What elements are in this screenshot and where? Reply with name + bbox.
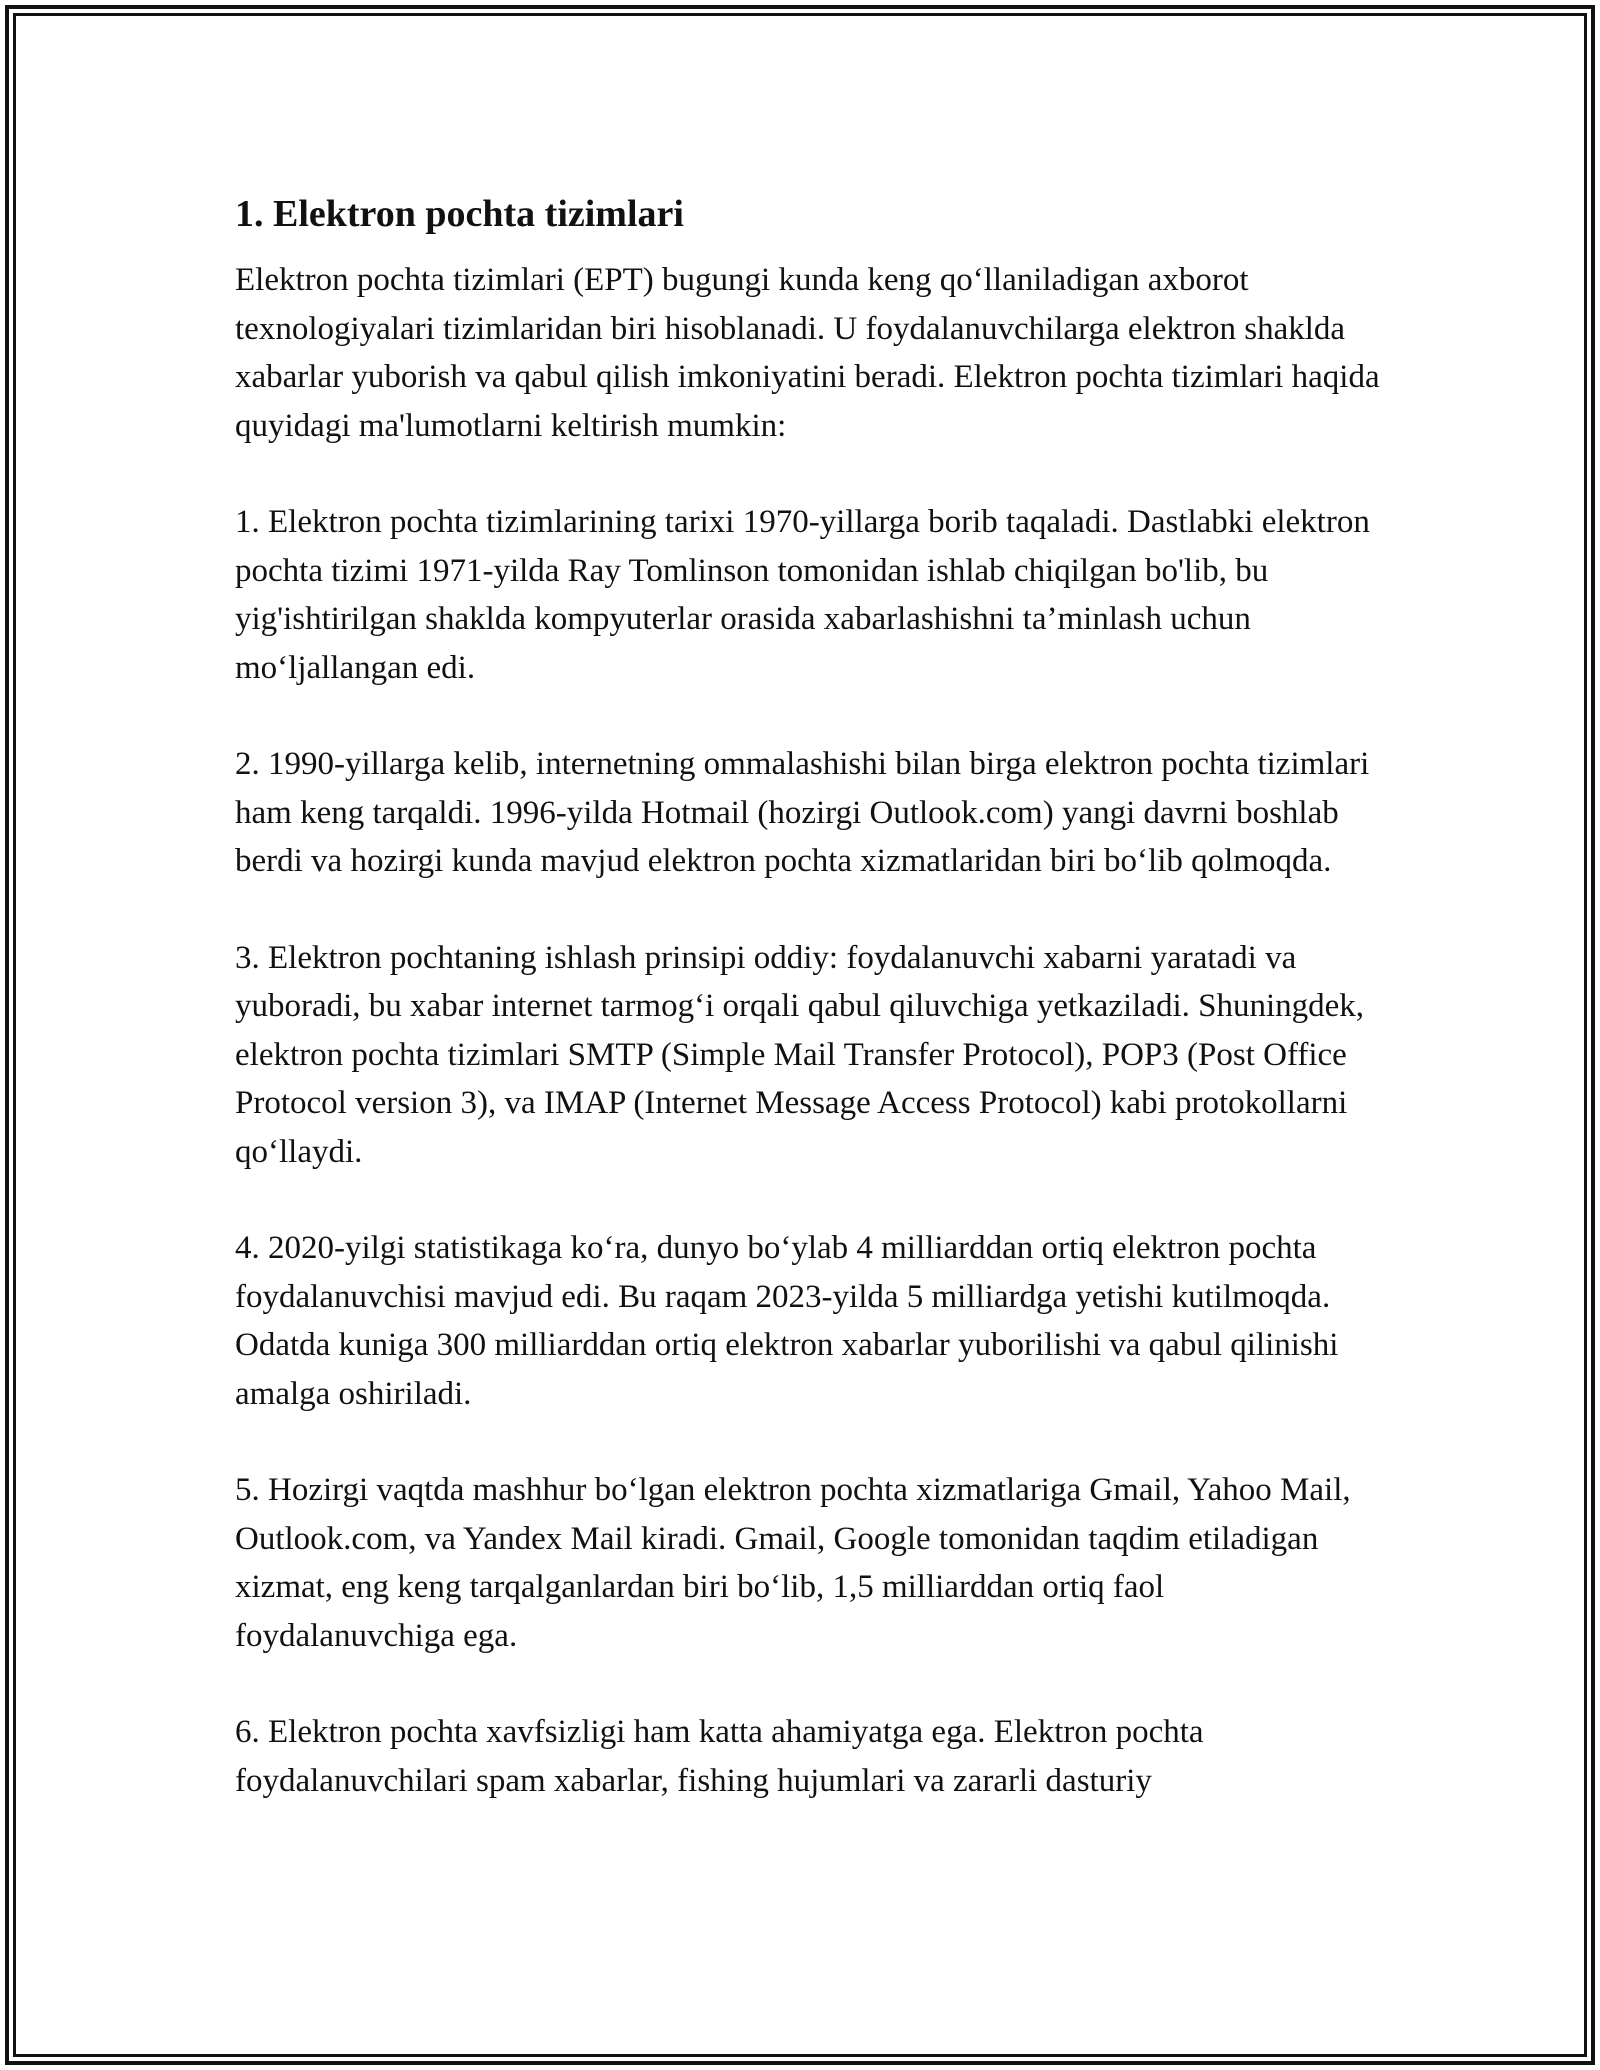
document-body bbox=[235, 180, 1385, 1853]
paragraph-item-3: 3. Elektron pochtaning ishlash prinsipi oddiy: foydalanuvchi xabarni yaratadi va yuboradi, bu xabar internet tarmog‘i orqali qabul qiluvchiga yetkaziladi. Shuningdek, elektron pochta tizimlari SMTP (Simple Mail Transfer Protocol), POP3 (Post Office Protocol version 3), va IMAP (Internet Message Access Protocol) kabi protokollarni qo‘llaydi. bbox=[235, 939, 1365, 1170]
paragraph-item-6: 6. Elektron pochta xavfsizligi ham katta ahamiyatga ega. Elektron pochta foydalanuvchilari spam xabarlar, fishing hujumlari va zararli dasturiy bbox=[235, 1714, 1204, 1799]
paragraph-item-1: 1. Elektron pochta tizimlarining tarixi 1970-yillarga borib taqaladi. Dastlabki elektron pochta tizimi 1971-yilda Ray Tomlinson tomonidan ishlab chiqilgan bo'lib, bu yig'ishtirilgan shaklda kompyuterlar orasida xabarlashishni ta’minlash uchun mo‘ljallangan edi. bbox=[235, 504, 1370, 686]
paragraph-item-5: 5. Hozirgi vaqtda mashhur bo‘lgan elektron pochta xizmatlariga Gmail, Yahoo Mail, Outlook.com, va Yandex Mail kiradi. Gmail, Google tomonidan taqdim etiladigan xizmat, eng keng tarqalganlardan biri bo‘lib, 1,5 milliarddan ortiq faol foydalanuvchiga ega. bbox=[235, 1472, 1351, 1654]
intro-paragraph: Elektron pochta tizimlari (EPT) bugungi kunda keng qo‘llaniladigan axborot texnologiyalari tizimlaridan biri hisoblanadi. U foydalanuvchilarga elektron shaklda xabarlar yuborish va qabul qilish imkoniyatini beradi. Elektron pochta tizimlari haqida quyidagi ma'lumotlarni keltirish mumkin: bbox=[235, 262, 1380, 444]
paragraph-item-4: 4. 2020-yilgi statistikaga ko‘ra, dunyo bo‘ylab 4 milliarddan ortiq elektron pochta foydalanuvchisi mavjud edi. Bu raqam 2023-yilda 5 milliardga yetishi kutilmoqda. Odatda kuniga 300 milliarddan ortiq elektron xabarlar yuborilishi va qabul qilinishi amalga oshiriladi. bbox=[235, 1230, 1339, 1412]
paragraph-item-2: 2. 1990-yillarga kelib, internetning ommalashishi bilan birga elektron pochta tizimlari ham keng tarqaldi. 1996-yilda Hotmail (hozirgi Outlook.com) yangi davrni boshlab berdi va hozirgi kunda mavjud elektron pochta xizmatlaridan biri bo‘lib qolmoqda. bbox=[235, 746, 1370, 879]
section-heading: 1. Elektron pochta tizimlari bbox=[235, 193, 684, 235]
